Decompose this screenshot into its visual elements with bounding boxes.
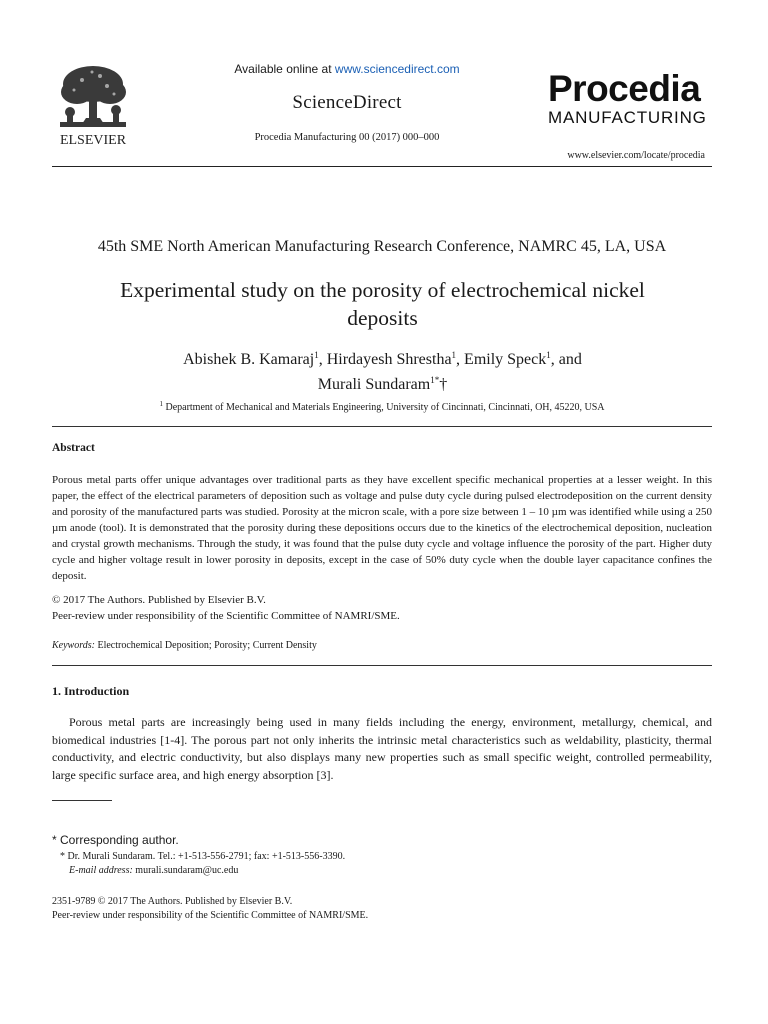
keywords-label: Keywords: — [52, 640, 95, 651]
author-separator: , — [318, 351, 327, 368]
introduction-body: Porous metal parts are increasingly being used in many fields including the energy, environment, metallurgy, chemical, and biomedical industries [1-4]. The porous part not only inherits the intrinsic metal characteristics such as weldability, plasticity, thermal conductivity, and electric conductivity, but also displays many new properties such as small specific weight, controlled permeability, large specific surface area, and high energy absorption [3]. — [52, 715, 712, 782]
abstract-copyright: © 2017 The Authors. Published by Elsevier B.V. — [52, 594, 266, 606]
author-affiliation-mark: 1* — [430, 375, 440, 385]
elsevier-tree-icon — [52, 62, 134, 148]
author-list — [90, 345, 675, 395]
paper-title — [70, 276, 695, 332]
issn-line: 2351-9789 © 2017 The Authors. Published by Elsevier B.V. — [52, 896, 293, 907]
email-line — [69, 865, 238, 876]
abstract-top-rule — [52, 426, 712, 427]
procedia-logo — [548, 70, 713, 128]
procedia-logo-sub: MANUFACTURING — [548, 108, 707, 127]
available-online-line — [222, 62, 472, 76]
keywords-list: Electrochemical Deposition; Porosity; Current Density — [94, 640, 317, 651]
journal-url[interactable]: www.elsevier.com/locate/procedia — [567, 150, 705, 161]
author-separator: † — [439, 376, 448, 393]
header-rule — [52, 166, 712, 167]
author-affiliation-mark: 1 — [546, 350, 551, 360]
email-address[interactable]: murali.sundaram@uc.edu — [132, 865, 239, 876]
footnote-rule — [52, 800, 112, 801]
abstract-bottom-rule — [52, 665, 712, 666]
abstract-peer-review: Peer-review under responsibility of the Scientific Committee of NAMRI/SME. — [52, 610, 400, 622]
procedia-logo-word: Procedia — [548, 68, 701, 109]
abstract-body: Porous metal parts offer unique advantages over traditional parts as they have excellent specific mechanical properties at a lesser weight. In this paper, the effect of the electrical parameters of deposition such as voltage and pulse duty cycle during pulsed electrodeposition on the current density and porosity of the manufactured parts was studied. Porosity at the micron scale, with a pore size between 1 – 10 µm was identified while using a 250 µm anode (tool). It is demonstrated that the porosity during these depositions occurs due to the kinetics of the electrochemical deposition, nucleation and crystal growth mechanisms. Through the study, it was found that the pulse duty cycle and voltage influence the porosity of the part. Higher duty cycle and higher voltage result in lower porosity in deposits, except in the case of 50% duty cycle when the double layer capacitance confines the deposit. — [52, 474, 712, 582]
affiliation — [52, 400, 712, 413]
author-affiliation-mark: 1 — [451, 350, 457, 360]
paper-title-line2: deposits — [347, 306, 418, 330]
paper-title-line1: Experimental study on the porosity of electrochemical nickel — [120, 278, 645, 302]
section-heading-introduction: 1. Introduction — [52, 684, 130, 698]
journal-citation: Procedia Manufacturing 00 (2017) 000–000 — [254, 132, 440, 143]
email-label: E-mail address: — [69, 865, 133, 876]
author-name: Murali Sundaram — [317, 376, 431, 393]
elsevier-logo — [52, 62, 134, 148]
corresponding-author-detail: * Dr. Murali Sundaram. Tel.: +1-513-556-2791; fax: +1-513-556-3390. — [60, 851, 346, 862]
footer-peer-review: Peer-review under responsibility of the Scientific Committee of NAMRI/SME. — [52, 910, 369, 921]
affiliation-mark: 1 — [159, 400, 163, 408]
affiliation-text: Department of Mechanical and Materials Engineering, University of Cincinnati, Cincinnati, OH, 45220, USA — [165, 402, 605, 413]
publisher-logo-text: ELSEVIER — [59, 133, 127, 148]
conference-name: 45th SME North American Manufacturing Research Conference, NAMRC 45, LA, USA — [97, 238, 667, 255]
platform-name: ScienceDirect — [292, 92, 402, 113]
author-separator: , — [456, 351, 465, 368]
author-name: Abishek B. Kamaraj — [183, 351, 315, 368]
sciencedirect-link[interactable]: www.sciencedirect.com — [334, 62, 460, 76]
available-prefix: Available online at — [234, 62, 335, 76]
author-separator: , and — [550, 351, 582, 368]
corresponding-author-note: * Corresponding author. — [52, 833, 179, 847]
abstract-heading: Abstract — [52, 442, 95, 454]
author-name: Hirdayesh Shrestha — [326, 351, 452, 368]
author-name: Emily Speck — [464, 351, 547, 368]
author-affiliation-mark: 1 — [314, 350, 319, 360]
keywords — [52, 640, 317, 651]
